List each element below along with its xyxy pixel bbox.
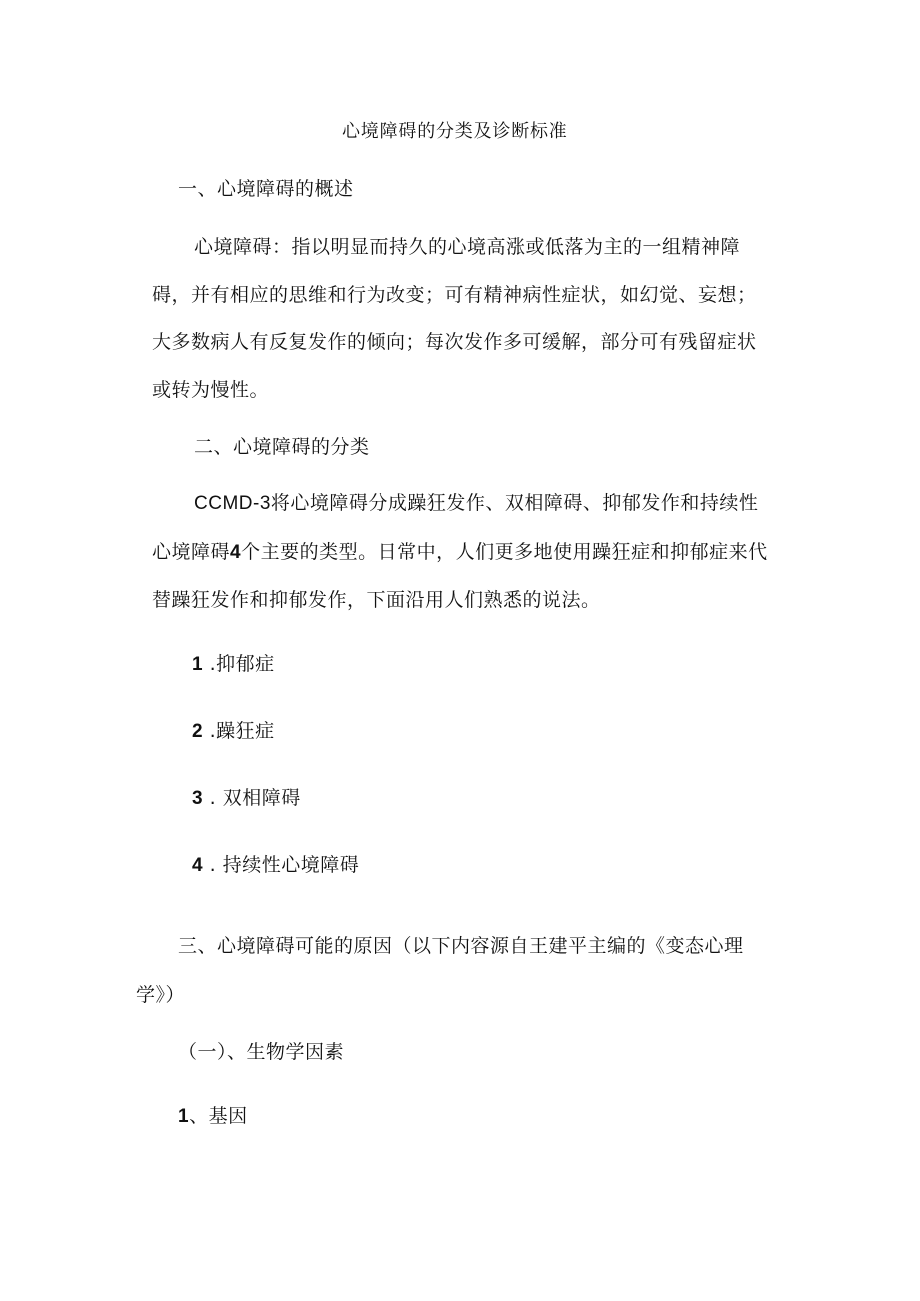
list-item-separator: . bbox=[203, 653, 217, 675]
section1-paragraph-line-4: 或转为慢性。 bbox=[152, 379, 270, 401]
list-item bbox=[192, 786, 301, 811]
list-item bbox=[192, 719, 275, 744]
section2-heading: 二、心境障碍的分类 bbox=[194, 436, 370, 458]
section3-item bbox=[178, 1104, 248, 1129]
section2-line1-text: 将心境障碍分成躁狂发作、双相障碍、抑郁发作和持续性 bbox=[270, 492, 759, 514]
section1-paragraph-line-3: 大多数病人有反复发作的倾向；每次发作多可缓解，部分可有残留症状 bbox=[152, 331, 757, 353]
section3-item-number: 1 bbox=[178, 1106, 190, 1127]
section2-line2-a: 心境障碍 bbox=[152, 541, 231, 563]
section2-line2-b: 个主要的类型。日常中，人们更多地使用躁狂症和抑郁症来代 bbox=[241, 541, 768, 563]
list-item-text: 双相障碍 bbox=[222, 787, 301, 809]
section3-heading-line-2: 学》） bbox=[136, 984, 186, 1006]
section1-paragraph-line-2: 碍，并有相应的思维和行为改变；可有精神病性症状，如幻觉、妄想； bbox=[152, 284, 757, 306]
section2-paragraph-line-2 bbox=[152, 540, 768, 565]
list-item-number: 2 bbox=[192, 721, 204, 742]
list-item-number: 4 bbox=[192, 855, 204, 876]
list-item-text: 抑郁症 bbox=[216, 653, 275, 675]
list-item bbox=[192, 853, 359, 878]
list-item-separator: . bbox=[203, 787, 223, 809]
ccmd-code: CCMD-3 bbox=[194, 493, 271, 514]
section2-paragraph-line-1 bbox=[194, 491, 758, 516]
list-item-text: 持续性心境障碍 bbox=[222, 854, 360, 876]
section1-paragraph-line-1: 心境障碍：指以明显而持久的心境高涨或低落为主的一组精神障 bbox=[194, 236, 741, 258]
section3-heading-line-1: 三、心境障碍可能的原因（以下内容源自王建平主编的《变态心理 bbox=[178, 935, 744, 957]
list-item-separator: . bbox=[203, 854, 223, 876]
list-item bbox=[192, 652, 275, 677]
list-item-number: 3 bbox=[192, 788, 204, 809]
section3-subheading: （一）、生物学因素 bbox=[178, 1041, 345, 1063]
document-title: 心境障碍的分类及诊断标准 bbox=[342, 121, 568, 142]
section2-line2-num: 4 bbox=[230, 542, 242, 563]
section1-heading: 一、心境障碍的概述 bbox=[178, 178, 354, 200]
list-item-number: 1 bbox=[192, 654, 204, 675]
section2-paragraph-line-3: 替躁狂发作和抑郁发作，下面沿用人们熟悉的说法。 bbox=[152, 589, 601, 611]
list-item-text: 躁狂症 bbox=[216, 720, 275, 742]
section3-item-text: 、基因 bbox=[189, 1105, 248, 1127]
list-item-separator: . bbox=[203, 720, 217, 742]
